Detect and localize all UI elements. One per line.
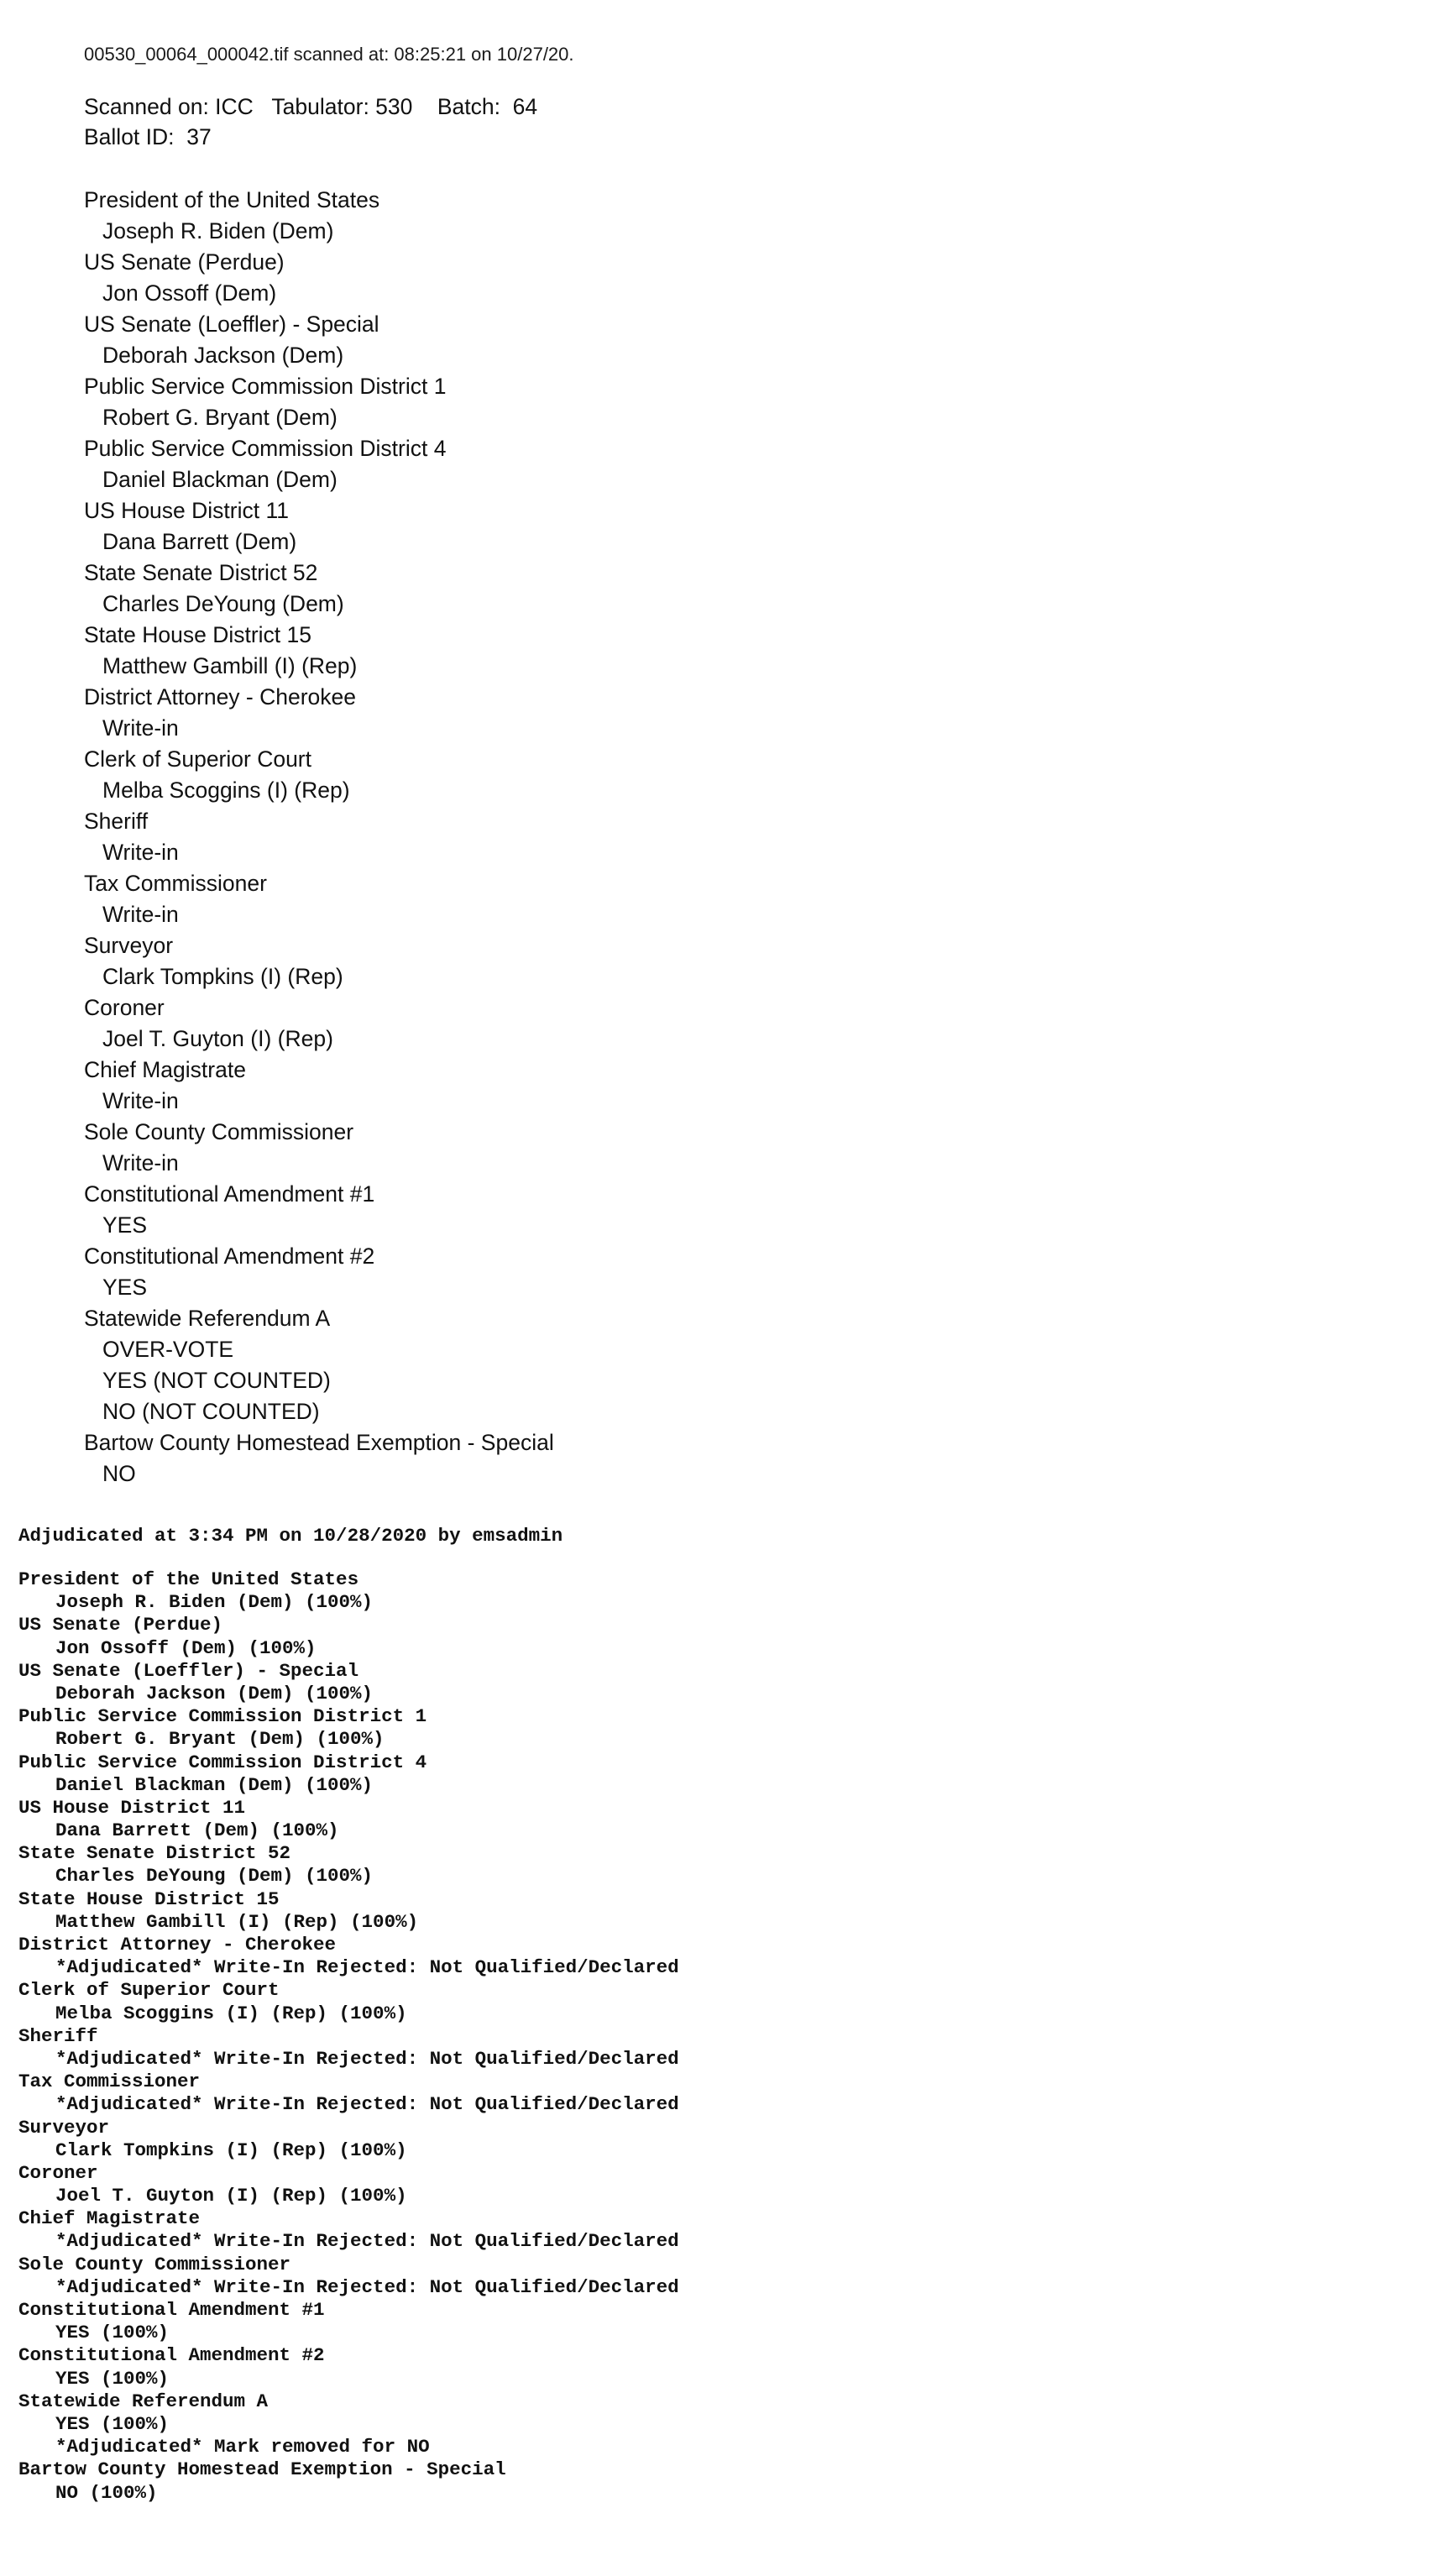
contest-choice: YES (100%) xyxy=(55,2412,170,2435)
contest-choice: Jon Ossoff (Dem) xyxy=(102,280,277,306)
contest-name: US Senate (Loeffler) - Special xyxy=(84,312,379,337)
contest-choice: Dana Barrett (Dem) xyxy=(102,529,297,554)
contest-choice: Deborah Jackson (Dem) (100%) xyxy=(55,1682,374,1704)
contest-choice: Jon Ossoff (Dem) (100%) xyxy=(55,1636,317,1659)
contest-name: Chief Magistrate xyxy=(18,2207,201,2230)
contest-name: US Senate (Perdue) xyxy=(84,249,285,275)
contest-choice: Charles DeYoung (Dem) (100%) xyxy=(55,1865,374,1887)
contest-choice: Write-in xyxy=(102,1088,179,1113)
scan-file-line: 00530_00064_000042.tif scanned at: 08:25:21 on 10/27/20. xyxy=(84,44,574,65)
contest-name: Sole County Commissioner xyxy=(18,2253,291,2275)
contest-choice: Charles DeYoung (Dem) xyxy=(102,591,344,616)
contest-name: Public Service Commission District 1 xyxy=(18,1705,427,1728)
contest-choice: Joseph R. Biden (Dem) xyxy=(102,218,334,243)
contest-choice: NO (NOT COUNTED) xyxy=(102,1399,320,1424)
scan-info-line: Scanned on: ICC Tabulator: 530 Batch: 64 xyxy=(84,94,538,119)
contest-name: Tax Commissioner xyxy=(18,2071,201,2093)
contest-choice: Matthew Gambill (I) (Rep) xyxy=(102,653,358,678)
contest-choice: Deborah Jackson (Dem) xyxy=(102,343,344,368)
contest-name: Surveyor xyxy=(18,2116,110,2139)
contest-choice: NO (100%) xyxy=(55,2481,158,2504)
contest-choice: Joel T. Guyton (I) (Rep) xyxy=(102,1026,333,1051)
contest-choice: Clark Tompkins (I) (Rep) (100%) xyxy=(55,2139,407,2161)
contest-choice: Dana Barrett (Dem) (100%) xyxy=(55,1819,339,1842)
contest-choice: Write-in xyxy=(102,902,179,927)
contest-choice: Clark Tompkins (I) (Rep) xyxy=(102,964,343,989)
contest-choice: Robert G. Bryant (Dem) xyxy=(102,405,338,430)
contest-name: Constitutional Amendment #1 xyxy=(18,2299,325,2321)
adjudicated-selections xyxy=(18,1568,679,2505)
contest-choice: Daniel Blackman (Dem) (100%) xyxy=(55,1773,374,1796)
contest-name: Public Service Commission District 1 xyxy=(84,374,447,399)
contest-choice: Melba Scoggins (I) (Rep) xyxy=(102,778,350,803)
contest-name: Public Service Commission District 4 xyxy=(18,1751,427,1773)
contest-name: US Senate (Loeffler) - Special xyxy=(18,1659,359,1682)
contest-name: Statewide Referendum A xyxy=(18,2390,269,2412)
contest-name: State House District 15 xyxy=(18,1887,280,1910)
contest-choice: NO xyxy=(102,1461,136,1486)
contest-name: US House District 11 xyxy=(18,1796,246,1819)
contest-choice: Write-in xyxy=(102,840,179,865)
contest-name: Surveyor xyxy=(84,933,174,958)
contest-name: State Senate District 52 xyxy=(84,560,318,585)
contest-choice: Write-in xyxy=(102,715,179,741)
contest-choice: YES xyxy=(102,1212,148,1238)
contest-name: US Senate (Perdue) xyxy=(18,1614,223,1636)
contest-name: Coroner xyxy=(84,995,165,1020)
contest-name: State Senate District 52 xyxy=(18,1842,291,1865)
contest-choice: *Adjudicated* Write-In Rejected: Not Qualified/Declared xyxy=(55,2275,679,2298)
contest-choice: *Adjudicated* Write-In Rejected: Not Qualified/Declared xyxy=(55,2230,679,2253)
contest-name: Sole County Commissioner xyxy=(84,1119,354,1144)
contest-name: Constitutional Amendment #1 xyxy=(84,1181,375,1207)
contest-name: Chief Magistrate xyxy=(84,1057,246,1082)
contest-name: Bartow County Homestead Exemption - Special xyxy=(18,2458,506,2481)
contest-choice: *Adjudicated* Write-In Rejected: Not Qualified/Declared xyxy=(55,2047,679,2070)
contest-choice: YES (100%) xyxy=(55,2322,170,2344)
contest-choice: Write-in xyxy=(102,1150,179,1175)
contest-name: President of the United States xyxy=(84,187,380,212)
contest-choice: YES (NOT COUNTED) xyxy=(102,1368,331,1393)
contest-name: Sheriff xyxy=(84,809,149,834)
contest-name: President of the United States xyxy=(18,1568,359,1590)
contest-choice: Melba Scoggins (I) (Rep) (100%) xyxy=(55,2002,407,2024)
contest-name: Clerk of Superior Court xyxy=(84,746,311,772)
contest-choice: YES xyxy=(102,1275,148,1300)
contest-name: US House District 11 xyxy=(84,498,289,523)
contest-choice: YES (100%) xyxy=(55,2367,170,2390)
contest-name: Bartow County Homestead Exemption - Special xyxy=(84,1430,554,1455)
contest-choice: OVER-VOTE xyxy=(102,1337,234,1362)
contest-name: Coroner xyxy=(18,2161,98,2184)
contest-choice: Joseph R. Biden (Dem) (100%) xyxy=(55,1591,374,1614)
contest-name: District Attorney - Cherokee xyxy=(84,684,357,709)
ballot-id-line: Ballot ID: 37 xyxy=(84,124,212,149)
contest-name: Tax Commissioner xyxy=(84,871,267,896)
contest-choice: Daniel Blackman (Dem) xyxy=(102,467,338,492)
contest-name: Constitutional Amendment #2 xyxy=(84,1243,375,1269)
adjudication-title: Adjudicated at 3:34 PM on 10/28/2020 by emsadmin xyxy=(18,1525,563,1547)
contest-choice: Matthew Gambill (I) (Rep) (100%) xyxy=(55,1910,419,1933)
contest-name: Public Service Commission District 4 xyxy=(84,436,447,461)
ballot-selections xyxy=(84,185,554,1490)
contest-choice: Robert G. Bryant (Dem) (100%) xyxy=(55,1728,385,1751)
contest-name: District Attorney - Cherokee xyxy=(18,1934,337,1956)
contest-name: Clerk of Superior Court xyxy=(18,1979,280,2002)
contest-choice: *Adjudicated* Write-In Rejected: Not Qualified/Declared xyxy=(55,2093,679,2116)
contest-name: Constitutional Amendment #2 xyxy=(18,2344,325,2367)
contest-choice: *Adjudicated* Mark removed for NO xyxy=(55,2436,430,2458)
contest-choice: *Adjudicated* Write-In Rejected: Not Qualified/Declared xyxy=(55,1956,679,1979)
contest-choice: Joel T. Guyton (I) (Rep) (100%) xyxy=(55,2185,407,2207)
contest-name: State House District 15 xyxy=(84,622,312,647)
contest-name: Sheriff xyxy=(18,2024,98,2047)
contest-name: Statewide Referendum A xyxy=(84,1306,331,1331)
